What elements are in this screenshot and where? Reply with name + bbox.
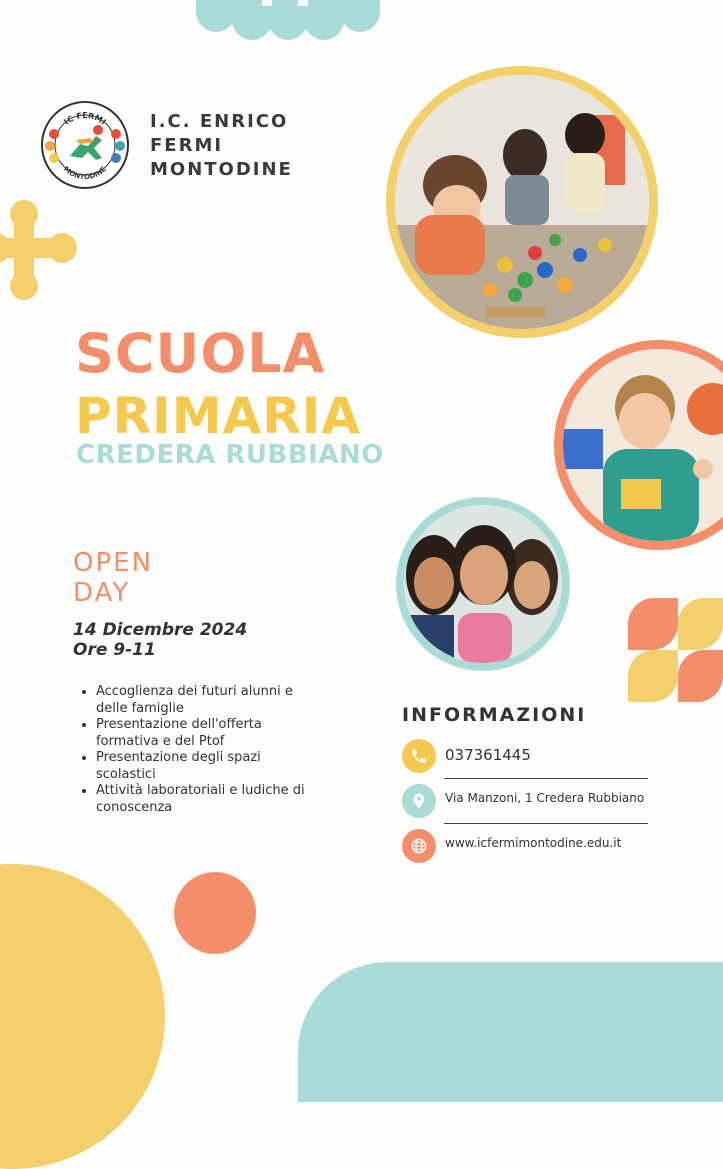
photo-children-playing-image [395,75,649,329]
info-title: INFORMAZIONI [402,704,587,726]
photo-smiling-boy [554,340,723,550]
top-arches-decoration [196,0,382,56]
event-date-time [73,620,247,660]
photo-smiling-boy-image [563,349,723,541]
photo-three-girls-image [404,505,562,663]
school-name-line-2: FERMI [150,135,224,156]
yellow-circle-decoration [0,864,165,1169]
event-time: Ore 9-11 [73,640,156,660]
address: Via Manzoni, 1 Credera Rubbiano [445,791,645,805]
website-link[interactable]: www.icfermimontodine.edu.it [445,836,622,850]
list-item: • Presentazione degli spazi scolastici [96,750,316,783]
logo-bottom-text: MONTODINE [61,165,109,182]
headline-scuola: SCUOLA [75,322,326,385]
activities-list [78,684,316,816]
school-name-line-1: I.C. ENRICO [150,111,289,132]
photo-three-girls [396,497,570,671]
list-item: • Attività laboratoriali e ludiche di conoscenza [96,783,316,816]
phone-icon [402,739,436,773]
map-pin-icon [402,784,436,818]
headline-primaria: PRIMARIA [75,387,362,445]
open-day-line-1: OPEN [73,548,154,578]
phone-number[interactable]: 037361445 [445,746,531,764]
globe-icon [402,829,436,863]
school-name-line-3: MONTODINE [150,159,293,180]
info-divider [444,823,648,824]
orange-circle-decoration [174,872,256,954]
teal-shape-decoration [298,962,723,1102]
headline-credera-rubbiano: CREDERA RUBBIANO [76,440,384,470]
orange-yellow-shapes-decoration [628,598,723,702]
info-divider [444,778,648,779]
event-date: 14 Dicembre 2024 [73,620,248,640]
logo-top-text: IC FERMI [62,111,108,127]
photo-children-playing [386,66,658,338]
yellow-cross-decoration [0,196,80,306]
list-item: • Presentazione dell'offerta formativa e del Ptof [96,717,316,750]
open-day-line-2: DAY [73,578,131,608]
school-logo [40,100,130,190]
list-item: • Accoglienza dei futuri alunni e delle famiglie [96,684,316,717]
open-day-title [73,548,153,608]
school-name [150,110,293,182]
